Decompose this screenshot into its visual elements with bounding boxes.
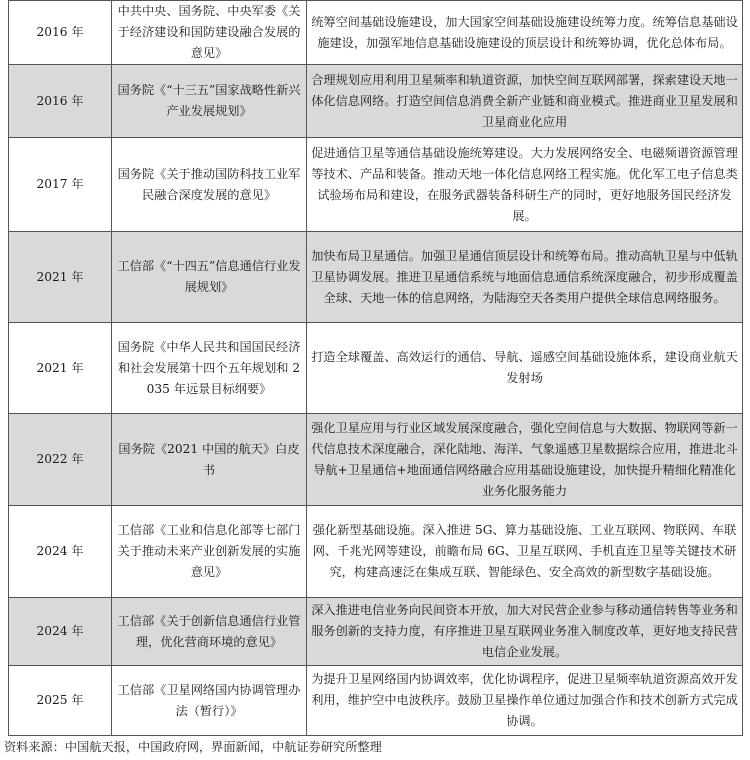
year-cell: 2024 年 [9,598,112,666]
table-row [9,232,743,323]
year-cell: 2021 年 [9,323,112,414]
policy-document-cell: 中共中央、国务院、中央军委《关于经济建设和国防建设融合发展的意见》 [112,1,307,65]
table-row [9,138,743,232]
policy-table [8,0,743,736]
policy-document-cell: 国务院《“十三五”国家战略性新兴产业发展规划》 [112,65,307,138]
table-row [9,414,743,506]
year-cell: 2024 年 [9,506,112,598]
policy-document-cell: 国务院《2021 中国的航天》白皮书 [112,414,307,506]
policy-content-cell: 为提升卫星网络国内协调效率，优化协调程序，促进卫星频率轨道资源高效开发利用，维护空中电波秩序。鼓励卫星操作单位通过加强合作和技术创新方式完成协调。 [307,666,743,736]
year-cell: 2016 年 [9,65,112,138]
policy-content-cell: 促进通信卫星等通信基础设施统筹建设。大力发展网络安全、电磁频谱资源管理等技术、产品和装备。推动天地一体化信息网络工程实施。优化军工电子信息类试验场布局和建设，在服务武器装备科研生产的同时，更好地服务国民经济发展。 [307,138,743,232]
policy-document-cell: 工信部《工业和信息化部等七部门关于推动未来产业创新发展的实施意见》 [112,506,307,598]
policy-content-cell: 加快布局卫星通信。加强卫星通信顶层设计和统筹布局。推动高轨卫星与中低轨卫星协调发展。推进卫星通信系统与地面信息通信系统深度融合，初步形成覆盖全球、天地一体的信息网络，为陆海空天各类用户提供全球信息网络服务。 [307,232,743,323]
year-cell: 2022 年 [9,414,112,506]
policy-document-cell: 工信部《“十四五”信息通信行业发展规划》 [112,232,307,323]
policy-content-cell: 合理规划应用利用卫星频率和轨道资源，加快空间互联网部署，探索建设天地一体化信息网络。打造空间信息消费全新产业链和商业模式。推进商业卫星发展和卫星商业化应用 [307,65,743,138]
policy-content-cell: 强化卫星应用与行业区域发展深度融合，强化空间信息与大数据、物联网等新一代信息技术深度融合，深化陆地、海洋、气象遥感卫星数据综合应用，推进北斗导航+卫星通信+地面通信网络融合应用基础设施建设，加快提升精细化精准化业务化服务能力 [307,414,743,506]
policy-document-cell: 国务院《关于推动国防科技工业军民融合深度发展的意见》 [112,138,307,232]
year-cell: 2016 年 [9,1,112,65]
policy-content-cell: 深入推进电信业务向民间资本开放，加大对民营企业参与移动通信转售等业务和服务创新的支持力度，有序推进卫星互联网业务准入制度改革，更好地支持民营电信企业发展。 [307,598,743,666]
year-cell: 2021 年 [9,232,112,323]
policy-content-cell: 强化新型基础设施。深入推进 5G、算力基础设施、工业互联网、物联网、车联网、千兆光网等建设，前瞻布局 6G、卫星互联网、手机直连卫星等关键技术研究，构建高速泛在集成互联、智能绿色、安全高效的新型数字基础设施。 [307,506,743,598]
table-row [9,598,743,666]
table-row [9,65,743,138]
policy-content-cell: 统筹空间基础设施建设，加大国家空间基础设施建设统筹力度。统筹信息基础设施建设，加强军地信息基础设施建设的顶层设计和统筹协调，优化总体布局。 [307,1,743,65]
table-row [9,666,743,736]
source-note: 资料来源：中国航天报，中国政府网，界面新闻，中航证券研究所整理 [4,740,382,754]
table-row [9,506,743,598]
policy-document-cell: 工信部《卫星网络国内协调管理办法（暂行）》 [112,666,307,736]
table-row [9,1,743,65]
table-row [9,323,743,414]
year-cell: 2017 年 [9,138,112,232]
policy-document-cell: 国务院《中华人民共和国国民经济和社会发展第十四个五年规划和 2035 年远景目标纲要》 [112,323,307,414]
policy-document-cell: 工信部《关于创新信息通信行业管理，优化营商环境的意见》 [112,598,307,666]
policy-content-cell: 打造全球覆盖、高效运行的通信、导航、遥感空间基础设施体系，建设商业航天发射场 [307,323,743,414]
year-cell: 2025 年 [9,666,112,736]
